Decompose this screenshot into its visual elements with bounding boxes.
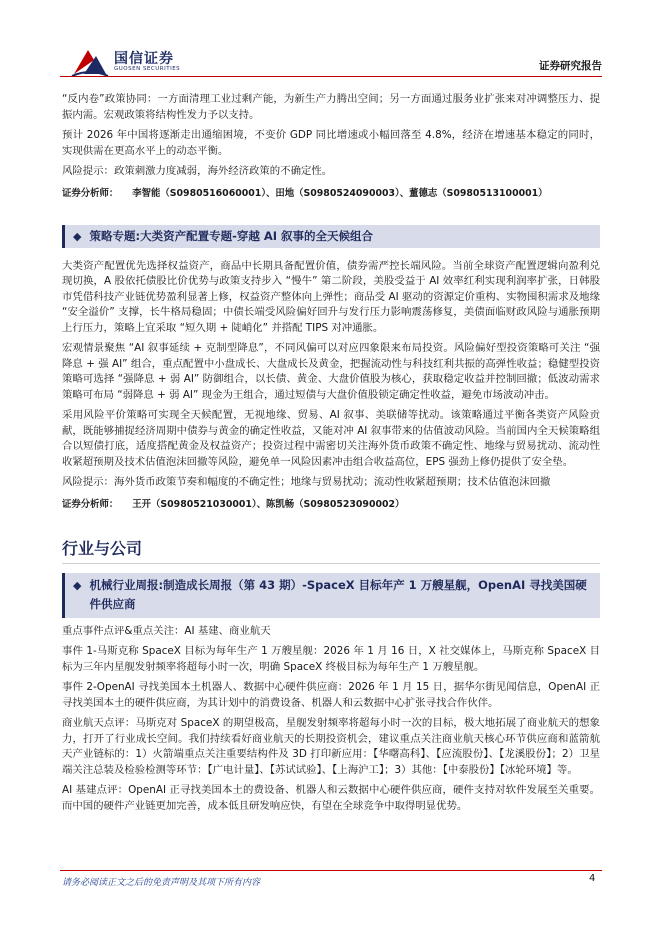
industry-paragraph-5: AI 基建点评：OpenAI 正寻找美国本土的费设备、机器人和云数据中心硬件供应商，硬件支持对软件发展至关重要。而中国的硬件产业链更加完善，成本低且研发响应快，有望在全球竞争中取得明显优势。: [62, 784, 600, 812]
strategy-paragraph-4: 风险提示：海外货币政策节奏和幅度的不确定性；地缘与贸易扰动；流动性收紧超预期；技术估值泡沫回撤: [62, 476, 551, 488]
footer-divider: [60, 870, 602, 871]
industry-paragraph-4: 商业航天点评：马斯克对 SpaceX 的期望极高，星舰发射频率将超每小时一次的目标，极大地拓展了商业航天的想象力，打开了行业成长空间。我们持续看好商业航天的长期投资机会，建议重点关注商业航天核心环节供应商和蓝箭航天产业链标的：1）火箭端重点关注重要结构件及 3D 打印新应用：【华曙高科】、【应流股份】、【龙溪股份】；2）卫星端关注总装及检验检测等环节：【广电计量】、【苏试试验】、【上海沪工】；3）其他：【中泰股份】【冰轮环境】等。: [62, 717, 600, 776]
industry-paragraph-3: 事件 2-OpenAI 寻找美国本土机器人、数据中心硬件供应商：2026 年 1 月 15 日，据华尔街见闻信息，OpenAI 正寻找美国本土的硬件供应商，为其计划中的消费设备、机器人和云数据中心扩张寻找合作伙伴。: [62, 681, 600, 709]
guosen-logo-icon: [70, 46, 110, 78]
diamond-bullet-icon: ◆: [73, 578, 82, 592]
macro-analyst-line: [62, 185, 600, 199]
footer-disclaimer: 请务必阅读正文之后的免责声明及其项下所有内容: [62, 878, 261, 888]
strategy-analyst-line: [62, 496, 600, 510]
industry-topic-title: 机械行业周报:制造成长周报（第 43 期）-SpaceX 目标年产 1 万艘星舰，OpenAI 寻找美国硬件供应商: [89, 577, 587, 611]
section-divider: [62, 563, 600, 564]
diamond-bullet-icon: ◆: [73, 229, 82, 243]
header-divider: [60, 76, 602, 77]
industry-paragraph-2: 事件 1-马斯克称 SpaceX 目标为每年生产 1 万艘星舰：2026 年 1 月 16 日，X 社交媒体上，马斯克称 SpaceX 目标为三年内星舰发射频率将超每小时一次，明确 SpaceX 终极目标为每年生产 1 万艘星舰。: [62, 645, 600, 673]
logo-text-cn: 国信证券: [114, 51, 174, 67]
strategy-paragraph-3: 采用风险平价策略可实现全天候配置，无视地缘、贸易、AI 叙事、美联储等扰动。该策略通过平衡各类资产风险贡献，既能够捕捉经济周期中债券与黄金的确定性收益，又能对冲 AI 叙事带来的估值波动风险。当前国内全天候策略组合以短债打底，适度搭配黄金及权益资产；投资过程中需密切关注海外货币政策不确定性、地缘与贸易扰动、流动性收紧超预期及技术估值泡沫回撤等风险，避免单一风险因素冲击组合收益高位，EPS 强劲上修仍提供了安全垫。: [62, 409, 600, 468]
analyst-label: 证券分析师：: [62, 498, 119, 510]
macro-paragraph-1: “反内卷”政策协同：一方面清理工业过剩产能，为新生产力腾出空间；另一方面通过服务业扩张来对冲调整压力、提振内需。宏观政策将结构性发力予以支持。: [62, 93, 600, 121]
analyst-label: 证券分析师：: [62, 187, 119, 199]
macro-paragraph-2: 预计 2026 年中国将逐渐走出通缩困境，不变价 GDP 同比增速或小幅回落至 4.8%，经济在增速基本稳定的同时，实现供需在更高水平上的动态平衡。: [62, 129, 600, 157]
section-title: 行业与公司: [62, 538, 143, 558]
macro-paragraph-3: 风险提示：政策刺激力度减弱，海外经济政策的不确定性。: [62, 165, 333, 177]
analyst-names: 王开（S0980521030001）、陈凯畅（S0980523090002）: [132, 498, 405, 510]
page-number: 4: [589, 873, 596, 884]
strategy-topic-title: 策略专题:大类资产配置专题-穿越 AI 叙事的全天候组合: [89, 229, 374, 243]
strategy-topic-header: [62, 225, 600, 248]
logo-text-en: GUOSEN SECURITIES: [114, 66, 181, 72]
strategy-paragraph-2: 宏观情景聚焦 “AI 叙事延续 + 克制型降息”，不同风偏可以对应四象限来布局投资。风险偏好型投资策略可关注 “强降息 + 强 AI” 组合，重点配置中小盘成长、大盘成长及黄金，把握流动性与科技红利共振的高弹性收益；稳健型投资策略可选择 “强降息 + 弱 AI” 防御组合，以长债、黄金、大盘价值股为核心，获取稳定收益并控制回撤；低波动需求策略可布局 “弱降息 + 弱 AI” 现金为王组合，通过短债与大盘价值股锁定确定性收益，避免市场波动冲击。: [62, 342, 600, 401]
industry-topic-header: [62, 573, 600, 618]
industry-paragraph-1: 重点事件点评&重点关注：AI 基建、商业航天: [62, 624, 271, 637]
strategy-paragraph-1: 大类资产配置优先选择权益资产，商品中长期具备配置价值，债券需严控长端风险。当前全球资产配置逻辑向盈利兑现切换，A 股依托债股比价优势与政策支持步入 “慢牛” 第二阶段，美股受益于 AI 效率红利实现利润率扩张，日韩股市凭借科技产业链优势盈利显著上修，权益资产整体向上弹性；商品受 AI 驱动的资源定价重构、实物囤积需求及地缘 “安全溢价” 支撑，长牛格局稳固；中债长端受风险偏好回升与发行压力影响震荡修复，美债面临财政风险与通胀预期上行压力，策略上宜采取 “短久期 + 陡峭化” 并搭配 TIPS 对冲通胀。: [62, 259, 600, 334]
report-body: [62, 92, 600, 819]
analyst-names: 李智能（S0980516060001）、田地（S0980524090003）、董德志（S0980513100001）: [132, 187, 548, 199]
report-type-label: 证券研究报告: [539, 60, 602, 72]
page-header: [0, 0, 662, 80]
industry-section-header: [62, 536, 600, 564]
guosen-logo: [70, 46, 220, 78]
